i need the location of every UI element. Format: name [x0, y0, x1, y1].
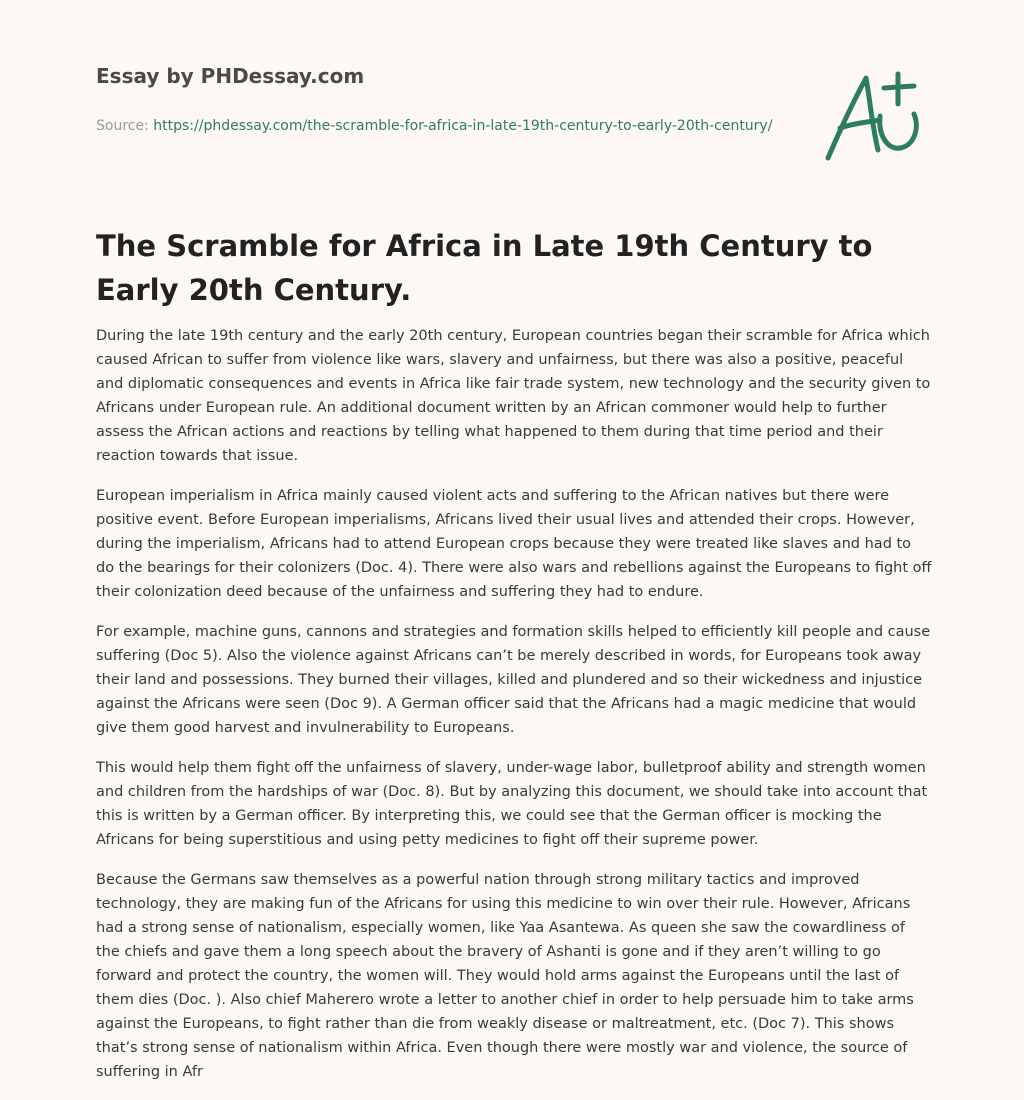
- essay-body: [96, 324, 932, 1100]
- paragraph: During the late 19th century and the early 20th century, European countries began their scramble for Africa which caused African to suffer from violence like wars, slavery and unfairness, but there was also a positive, peaceful and diplomatic consequences and events in Africa like fair trade system, new technology and the security given to Africans under European rule. An additional document written by an African commoner would help to further assess the African actions and reactions by telling what happened to them during that time period and their reaction towards that issue.: [96, 328, 931, 464]
- source-line: [96, 115, 776, 137]
- site-brand: Essay by PHDessay.com: [96, 64, 365, 88]
- page-header: [96, 64, 776, 137]
- essay-title: The Scramble for Africa in Late 19th Century to Early 20th Century.: [96, 229, 873, 307]
- source-link[interactable]: https://phdessay.com/the-scramble-for-africa-in-late-19th-century-to-early-20th-century/: [153, 118, 773, 134]
- paragraph: Because the Germans saw themselves as a powerful nation through strong military tactics and improved technology, they are making fun of the Africans for using this medicine to win over their rule. However, Africans had a strong sense of nationalism, especially women, like Yaa Asantewa. As queen she saw the cowardliness of the chiefs and gave them a long speech about the bravery of Ashanti is gone and if they aren’t willing to go forward and protect the country, the women will. They would hold arms against the Europeans until the last of them dies (Doc. ). Also chief Maherero wrote a letter to another chief in order to help persuade him to take arms against the Europeans, to fight rather than die from weakly disease or maltreatment, etc. (Doc 7). This shows that’s strong sense of nationalism within Africa. Even though there were mostly war and violence, the source of suffering in Afr: [96, 872, 914, 1080]
- a-plus-logo: [818, 70, 928, 166]
- paragraph: For example, machine guns, cannons and strategies and formation skills helped to efficiently kill people and cause suffering (Doc 5). Also the violence against Africans can’t be merely described in words, for Europeans took away their land and possessions. They burned their villages, killed and plundered and so their wickedness and injustice against the Africans were seen (Doc 9). A German officer said that the Africans had a magic medicine that would give them good harvest and invulnerability to Europeans.: [96, 624, 931, 736]
- source-label: Source:: [96, 118, 149, 134]
- paragraph: This would help them fight off the unfairness of slavery, under-wage labor, bulletproof ability and strength women and children from the hardships of war (Doc. 8). But by analyzing this document, we should take into account that this is written by a German officer. By interpreting this, we could see that the German officer is mocking the Africans for being superstitious and using petty medicines to fight off their supreme power.: [96, 760, 928, 848]
- paragraph: European imperialism in Africa mainly caused violent acts and suffering to the African natives but there were positive event. Before European imperialisms, Africans lived their usual lives and attended their crops. However, during the imperialism, Africans had to attend European crops because they were treated like slaves and had to do the bearings for their colonizers (Doc. 4). There were also wars and rebellions against the Europeans to fight off their colonization deed because of the unfairness and suffering they had to endure.: [96, 488, 932, 600]
